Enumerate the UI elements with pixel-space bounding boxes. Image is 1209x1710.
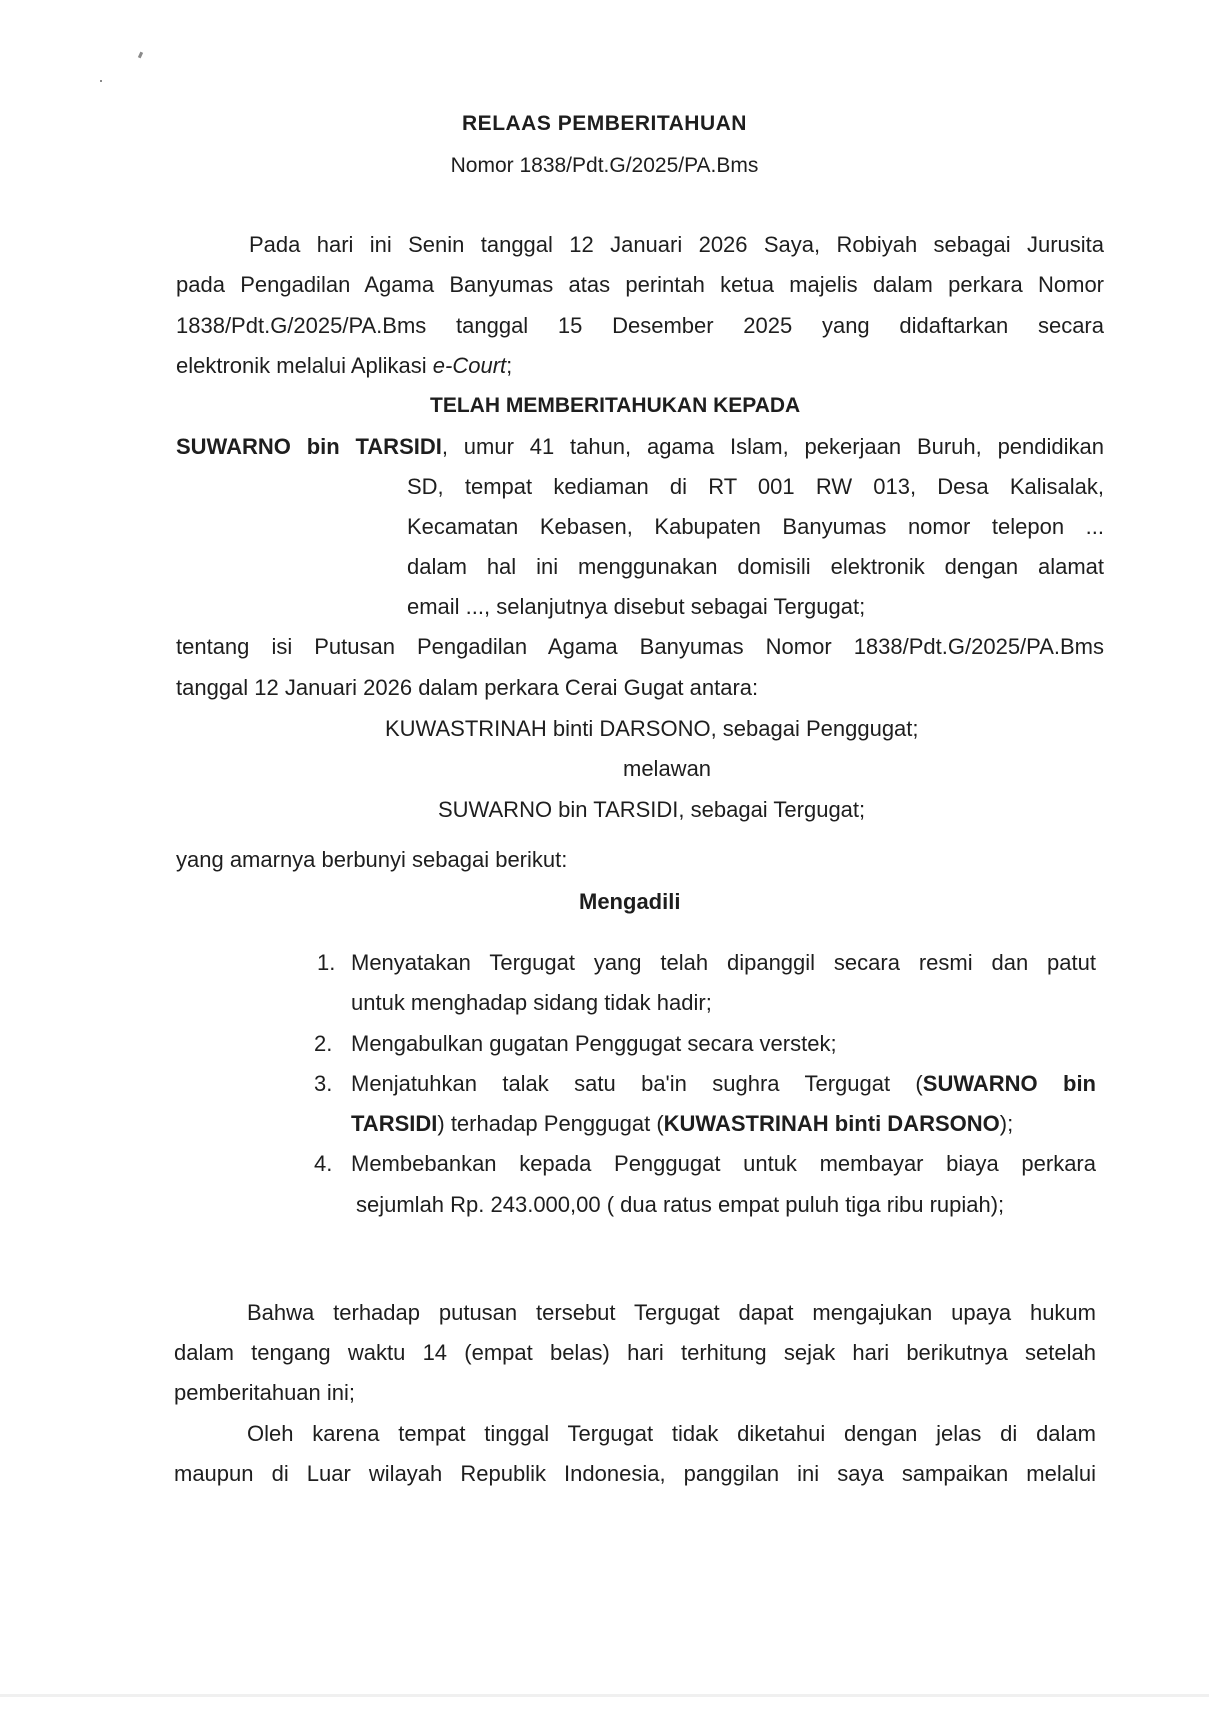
verdict-item-3-line-2: [351, 1109, 1013, 1139]
party-line-2: SD, tempat kediaman di RT 001 RW 013, Desa Kalisalak,: [407, 474, 1104, 499]
versus-line: melawan: [623, 756, 712, 781]
appeal-line-2: dalam tengang waktu 14 (empat belas) hari terhitung sejak hari berikutnya setelah: [174, 1340, 1096, 1365]
party-name: SUWARNO bin TARSIDI: [176, 434, 442, 459]
party-line-4: dalam hal ini menggunakan domisili elektronik dengan alamat: [407, 554, 1104, 579]
verdict-item-number: 4.: [314, 1151, 333, 1176]
intro-line-4-text: elektronik melalui Aplikasi: [176, 353, 433, 378]
verdict-item-number: 1.: [317, 950, 336, 975]
verdict-item-3-mid: ) terhadap Penggugat (: [437, 1111, 664, 1136]
plaintiff-line: KUWASTRINAH binti DARSONO, sebagai Penggugat;: [385, 716, 919, 741]
intro-line-4: [176, 351, 512, 381]
intro-line-4-end: ;: [506, 353, 513, 378]
appeal-line-3: pemberitahuan ini;: [174, 1380, 356, 1405]
appeal-line-1: Bahwa terhadap putusan tersebut Tergugat dapat mengajukan upaya hukum: [247, 1300, 1096, 1325]
scan-speck: [100, 80, 102, 82]
defendant-name-bold-cont: TARSIDI: [351, 1111, 438, 1136]
subject-line-2: tanggal 12 Januari 2026 dalam perkara Cerai Gugat antara:: [176, 675, 759, 700]
verdict-item-number: 2.: [314, 1031, 333, 1056]
party-line-3: Kecamatan Kebasen, Kabupaten Banyumas nomor telepon ...: [407, 514, 1104, 539]
intro-line-3: 1838/Pdt.G/2025/PA.Bms tanggal 15 Desember 2025 yang didaftarkan secara: [176, 313, 1104, 338]
document-number: Nomor 1838/Pdt.G/2025/PA.Bms: [450, 154, 759, 177]
scan-edge: [0, 1694, 1209, 1697]
verdict-item-3-line-1: [351, 1069, 1096, 1099]
party-line-5: email ..., selanjutnya disebut sebagai Tergugat;: [407, 594, 866, 619]
defendant-name-bold: SUWARNO bin: [922, 1071, 1096, 1096]
verdict-item-3-end: );: [999, 1111, 1014, 1136]
verdict-item-4-line-1: Membebankan kepada Penggugat untuk membayar biaya perkara: [351, 1151, 1096, 1176]
notice-heading: TELAH MEMBERITAHUKAN KEPADA: [430, 394, 801, 417]
verdict-item-1-line-1: Menyatakan Tergugat yang telah dipanggil secara resmi dan patut: [351, 950, 1096, 975]
verdict-item-2-line-1: Mengabulkan gugatan Penggugat secara verstek;: [351, 1031, 837, 1056]
verdict-item-3-text: Menjatuhkan talak satu ba'in sughra Tergugat (: [351, 1071, 923, 1096]
subject-line-1: tentang isi Putusan Pengadilan Agama Banyumas Nomor 1838/Pdt.G/2025/PA.Bms: [176, 634, 1104, 659]
document-title: RELAAS PEMBERITAHUAN: [462, 112, 747, 135]
plaintiff-name-bold: KUWASTRINAH binti DARSONO: [663, 1111, 1000, 1136]
party-line-1-rest: , umur 41 tahun, agama Islam, pekerjaan Buruh, pendidikan: [441, 434, 1104, 459]
verdict-item-1-line-2: untuk menghadap sidang tidak hadir;: [351, 990, 712, 1015]
intro-line-2: pada Pengadilan Agama Banyumas atas perintah ketua majelis dalam perkara Nomor: [176, 272, 1104, 297]
closing-line-1: Oleh karena tempat tinggal Tergugat tidak diketahui dengan jelas di dalam: [247, 1421, 1096, 1446]
scan-speck: [138, 52, 143, 59]
verdict-heading: Mengadili: [579, 889, 681, 914]
closing-line-2: maupun di Luar wilayah Republik Indonesia, panggilan ini saya sampaikan melalui: [174, 1461, 1096, 1486]
party-line-1: [176, 432, 1104, 462]
intro-line-1: Pada hari ini Senin tanggal 12 Januari 2026 Saya, Robiyah sebagai Jurusita: [249, 232, 1104, 257]
verdict-item-number: 3.: [314, 1071, 333, 1096]
verdict-intro: yang amarnya berbunyi sebagai berikut:: [176, 847, 568, 872]
ecourt-label: e-Court: [432, 353, 507, 378]
defendant-line: SUWARNO bin TARSIDI, sebagai Tergugat;: [438, 797, 866, 822]
verdict-item-4-line-2: sejumlah Rp. 243.000,00 ( dua ratus empat puluh tiga ribu rupiah);: [356, 1192, 1005, 1217]
